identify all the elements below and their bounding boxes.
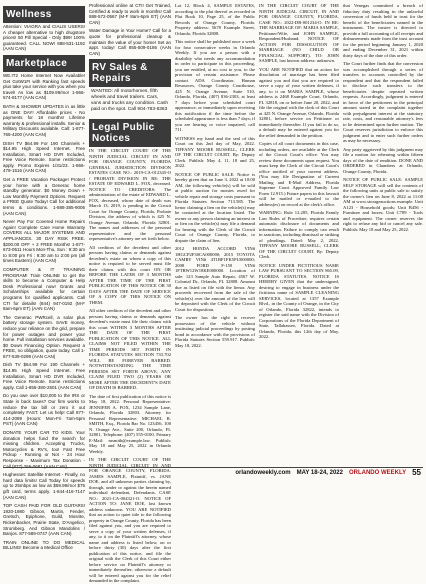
- classified-item: TRAIN ONLINE TO DO MEDICAL BILLING! Become a Medical Office: [3, 539, 85, 551]
- classified-item: Hughesnet: Satellite Internet - Finally, no hard data limits! Call Today for speeds up to 25mbps as low as $59.99/mo! $75 gift card, terms apply. 1-844-416-7147 (AAN CAN): [3, 472, 85, 500]
- classified-item: Never Pay For Covered Home Repairs Again! Complete Care Home Warranty COVERS ALL MAJOR SYSTEMS AND APPLIANCES. 30 DAY RISK FREE. $200.00 OFF + 2 FREE Months! 1-877-673-0511 Hours Mon-Thu, Sun : 9:30 am to 8:00 pm Fri : 9:30 am to 2:00 pm (all times Eastern) (AAN CAN): [3, 219, 85, 264]
- legal-paragraph: 2012 HONDA ACCORD VIN# 1HGCP2F30CA000000; 2015 TOYOTA CAMRY VIN# 4T1BF1FK5FU000000; 2008 FORD F-150 VIN# 1FTRW12W18KE000000. Location of sale: 123 Sample Auto Repair, 4567 W. Colonial Dr., Orlando, FL 32808. Amount due as listed on file with the lienor. Any proceeds recovered from the sale of the vehicle(s) over the amount of the lien will be deposited with the Clerk of the Circuit Court for disposition.: [175, 246, 255, 312]
- legal-notices-heading: Legal Public Notices: [89, 119, 171, 147]
- classified-item: DISH TV $64.99 For 190 Channels + $14.95 High Speed Internet. Free Installation, Smart HD DVR Included, Free Voice Remote. Some restrictions apply. Promo Expires 1/31/23. 1-866-479-1516 (AAN CAN): [3, 140, 85, 174]
- column-4: [259, 3, 339, 469]
- legal-paragraph: NOTICE UNDER FICTITIOUS NAME LAW PURSUANT TO SECTION 865.09, FLORIDA STATUTES. NOTICE IS HEREBY GIVEN that the undersigned, desiring to engage in business under the fictitious name of SAMPLE CLEANING SERVICES, located at 1357 Example Blvd., in the County of Orange, in the City of Orlando, Florida 32822, intends to register the said name with the Division of Corporations of the Florida Department of State, Tallahassee, Florida. Dated at Orlando, Florida, this 12th day of May, 2022.: [259, 262, 339, 339]
- column-1: [3, 3, 85, 551]
- wellness-heading: Wellness: [3, 6, 85, 23]
- page-number: 55: [412, 468, 421, 477]
- legal-paragraph: The Court further finds that the conversion was accomplished through a series of transfers to accounts controlled by the respondent and that the respondent failed to disclose such transfers to the beneficiaries despite repeated written requests. Accordingly, judgment is entered in favor of the petitioners in the principal amount stated in the complaint together with prejudgment interest at the statutory rate, costs, and reasonable attorney's fees to be determined upon further motion. The Court reserves jurisdiction to enforce this judgment and to enter such further orders as may be necessary.: [343, 61, 423, 143]
- legal-paragraph: This notice shall be published once a week for four consecutive weeks in Orlando Weekly. If you are a person with a disability who needs any accommodation in order to participate in this proceeding, you are entitled, at no cost to you, to the provision of certain assistance. Please contact ADA Coordinator, Human Resources, Orange County Courthouse, 425 N. Orange Avenue, Suite 510, Orlando, Florida, (407) 836-2303, at least 7 days before your scheduled court appearance, or immediately upon receiving this notification if the time before the scheduled appearance is less than 7 days; if you are hearing or voice impaired, call 711.: [175, 39, 255, 132]
- classified-item: The Generac PWRcell, a solar plus battery storage system. SAVE money, reduce your reliance on the grid, prepare for power outages and power your home. Full installation services available. $0 Down Financing Option. Request a FREE, no obligation, quote today. Call 1-877-539-0299 (AAN CAN): [3, 314, 85, 359]
- classified-item: BATH & SHOWER UPDATES in as little as ONE DAY! Affordable prices - No payments for 18 months! Lifetime warranty & professional installs. Senior & Military Discounts available. Call: 1-877-765-4200 (AAN CAN): [3, 103, 85, 137]
- newspaper-page: [3, 3, 423, 584]
- legal-paragraph: All other creditors of the decedent and other persons having claims or demands against decedent's estate must file their claims with this court WITHIN 3 MONTHS AFTER THE DATE OF THE FIRST PUBLICATION OF THIS NOTICE. ALL CLAIMS NOT FILED WITHIN THE TIME PERIODS SET FORTH IN FLORIDA STATUTES SECTION 733.702 WILL BE FOREVER BARRED. NOTWITHSTANDING THE TIME PERIODS SET FORTH ABOVE, ANY CLAIM FILED TWO (2) YEARS OR MORE AFTER THE DECEDENT'S DATE OF DEATH IS BARRED.: [89, 308, 171, 391]
- legal-paragraph: Lot 12, Block 4, SAMPLE ESTATES, according to the plat thereof as recorded in Plat Book 10, Page 25, of the Public Records of Orange County, Florida. Property address: 5678 Example Street, Orlando, Florida 32808.: [175, 3, 255, 36]
- marketplace-heading: Marketplace: [3, 55, 85, 72]
- legal-paragraph: The owner has the right to recover possession of the vehicle without instituting judicial proceedings by posting bond in accordance with the provisions of Florida Statutes Section 559.917. Publish: May 18, 2022.: [175, 315, 255, 348]
- classified-item: WE.IT2 Home Internet Now Available! Get GotW1FI with Ranking fast speeds plus take your service with you when you travel! As low as $109.99/mo! 1-866-574-8177 (AAN CAN): [3, 72, 85, 101]
- classified-item: Professional online at CTI! Get Trained, Certified & ready to work in months! Call 888-572-0567 (M-F 8am-6pm ET) (AAN CAN): [89, 3, 171, 25]
- classified-item: Get a FREE Vacation Package! Protect your home with a Generac home standby generator. $0 Money Down + Low Monthly Payment Options. Request a FREE Quote Today! Call for additional terms & conditions. 1-888-385-9006 (AAN CAN): [3, 177, 85, 216]
- wellness-item: Attention: VIAGRA and CIALIS USERS! A cheaper alternative to high drugstore prices! 50 Pill Special - Only $99! 100% guaranteed. CALL NOW! 888-531-1192 (AAN CAN): [3, 24, 85, 52]
- legal-paragraph: WITNESS my hand and the seal of this Court on this 2nd day of May, 2022. TIFFANY MOORE RUSSELL, CLERK OF THE CIRCUIT COURT. By: Deputy Clerk. Publish: May 4, 11, 18 and 25, 2022.: [175, 135, 255, 168]
- classified-item: Water Damage in Your Home? Call for a quote for professional cleanup & maintain the value of your home! Set an appt. today! Call 855-509-0186 (AAN CAN): [89, 28, 171, 56]
- column-2: [89, 3, 171, 584]
- rv-sales-heading: RV Sales & Repairs: [89, 59, 171, 87]
- column-5: [343, 3, 423, 469]
- column-3: [175, 3, 255, 469]
- classified-item: TOP CASH PAID FOR OLD GUITARS! 1920-1980 Gibson, Martin, Fender, Gretsch, Epiphone, Guild, Mosrite, Rickenbacker, Prairie State, D'Angelico, Stromberg. And Gibson Mandolins / Banjos. 877-589-0747 (AAN CAN): [3, 503, 85, 537]
- legal-paragraph: NOTICE OF PUBLIC SALE: SAMPLE SELF STORAGE will sell the contents of the following units at public sale to satisfy the owner's lien on June 8, 2022 at 11:00 AM at www.storageauctions.example. Unit A123 - Household goods; Unit B456 - Furniture and boxes; Unit C789 - Tools and equipment. The owner reserves the right to refuse any bid or cancel any sale. Publish: May 18 and May 25, 2022.: [343, 177, 423, 232]
- legal-paragraph: IN THE CIRCUIT COURT OF THE NINTH JUDICIAL CIRCUIT IN AND FOR ORANGE COUNTY, FLORIDA. JAMES SAMPLE, Plaintiff, vs. JANE DOE, and all unknown parties claiming by, through, under or against the herein named individual defendant, Defendants. CASE NO.: 2021-CA-004321-O. NOTICE OF ACTION TO: JANE DOE, last known address unknown. YOU ARE NOTIFIED that an action to quiet title to the following property in Orange County, Florida has been filed against you, and you are required to serve a copy of your written defenses, if any, to it on the Plaintiff's attorney, whose name and address is listed below, on or before thirty (30) days after the first publication of this notice, and file the original with the Clerk of this Court either before service on Plaintiff's attorney or immediately thereafter; otherwise a default will be entered against you for the relief demanded in the complaint.: [89, 457, 171, 584]
- classified-item: DONATE YOUR CAR TO KIDS. Your donation helps fund the search for missing children. Accepting Trucks, Motorcycles & RV's, too! Fast Free Pickup - Running or Not - 24 Hour Response - Maximum Tax Donation - Call (877) 266-0681 (AAN CAN): [3, 430, 85, 469]
- footer-issue-date: MAY 18-24, 2022: [296, 469, 343, 476]
- legal-paragraph: YOU ARE NOTIFIED that an action for dissolution of marriage has been filed against you and that you are required to serve a copy of your written defenses, if any, to it on MARIA SAMPLE, whose address is 2468 Example Court, Orlando, FL 32818, on or before June 20, 2022, and file the original with the clerk of this Court at 425 N. Orange Avenue, Orlando, Florida 32801, before service on Petitioner or immediately thereafter. If you fail to do so, a default may be entered against you for the relief demanded in the petition.: [259, 66, 339, 138]
- legal-paragraph: All creditors of the decedent and other persons having claims or demands against decedent's estate on whom a copy of this notice is required to be served must file their claims with this court ON OR BEFORE THE LATER OF 3 MONTHS AFTER THE TIME OF THE FIRST PUBLICATION OF THIS NOTICE OR 30 DAYS AFTER THE DATE OF SERVICE OF A COPY OF THIS NOTICE ON THEM.: [89, 244, 171, 305]
- legal-paragraph: IN THE CIRCUIT COURT OF THE NINTH JUDICIAL CIRCUIT IN AND FOR ORANGE COUNTY, FLORIDA GENERAL JURISDICTION DIVISION ESTATES CASE NO.: 2019-CA-012345-O / PROBATE DIVISION IN RE: THE ESTATE OF EDWARD L. FOX, deceased. NOTICE TO CREDITORS: The administration of the estate of EDWARD L. FOX, deceased, whose date of death was March 13, 2019, is pending in the Circuit Court for Orange County, Florida, Probate Division, the address of which is 425 N. Orange Avenue, Orlando, Florida 32801. The names and addresses of the personal representative and the personal representative's attorney are set forth below.: [89, 148, 171, 242]
- classified-item: Dish TV $64.99 For 190 Channels + $14.95 High Speed Internet. Free Installation, Smart HD DVR Included, Free Voice Remote. Some restrictions apply. Call 1-855-380-2501 (AAN CAN): [3, 362, 85, 390]
- legal-paragraph: IN THE CIRCUIT COURT OF THE NINTH JUDICIAL CIRCUIT, IN AND FOR ORANGE COUNTY, FLORIDA. CASE NO.: 2022-DR-001234-O. IN RE: THE MARRIAGE OF: MARIA SAMPLE, Petitioner/Wife, and JOHN SAMPLE, Respondent/Husband. NOTICE OF ACTION FOR DISSOLUTION OF MARRIAGE (NO CHILD OR FINANCIAL SUPPORT). TO: JOHN SAMPLE, last known address: unknown.: [259, 3, 339, 63]
- footer-brand: ORLANDO WEEKLY: [348, 469, 407, 476]
- legal-paragraph: Copies of all court documents in this case, including orders, are available at the Clerk of the Circuit Court's office. You may review these documents upon request. You must keep the Clerk of the Circuit Court's office notified of your current address. (You may file Designation of Current Mailing and E-Mail Address, Florida Supreme Court Approved Family Law Form 12.915.) Future papers in this lawsuit will be mailed or e-mailed to the address(es) on record at the clerk's office.: [259, 141, 339, 207]
- classified-item: Do you owe over $10,000 to the IRS or State in back taxes? Our firm works to reduce the tax bill or zero it out completely FAST. Let us help! Call 877-414-2089 (Hours: Mon-Fri 7am-5pm PST) (AAN CAN): [3, 393, 85, 427]
- footer-site: orlandoweekly.com: [235, 469, 291, 476]
- legal-paragraph: Any party aggrieved by this judgment may file a motion for rehearing within fifteen days of the date of rendition. DONE AND ORDERED in Chambers at Orlando, Orange County, Florida.: [343, 146, 423, 174]
- legal-paragraph: WARNING: Rule 12.285, Florida Family Law Rules of Procedure, requires certain automatic disclosure of documents and information. Failure to comply can result in sanctions, including dismissal or striking of pleadings. Dated: May 2, 2022. TIFFANY MOORE RUSSELL, CLERK OF THE CIRCUIT COURT. By: Deputy Clerk.: [259, 210, 339, 259]
- rv-sales-text: WANTED: All motorhomes, fifth wheels and travel trailers. Cars, vans and trucks any condition. Cash paid on the spot. Call 904-783-8363: [91, 89, 169, 113]
- classified-item: COMPUTER & IT TRAINING PROGRAM! Train ONLINE to get the skills to become a Computer & Help Desk Professional now! Grants and Scholarships available for certain programs for qualified applicants. Call CTI for details! (844) 947-0192 (M-F 8am-6pm ET) (AAN CAN): [3, 266, 85, 312]
- legal-paragraph: that Venegas committed a breach of fiduciary duty resulting in the unlawful conversion of funds held in trust for the benefit of the beneficiaries named in the instrument. The trustee is directed to provide a full accounting of all receipts and disbursements made from the trust account for the period beginning January 1, 2020 and ending December 31, 2021 within thirty days of the date of this order.: [343, 3, 423, 58]
- page-footer: [3, 467, 423, 477]
- legal-paragraph: NOTICE OF PUBLIC SALE: Notice is hereby given that on June 3, 2022 at 10:00 AM, the following vehicle(s) will be sold at public auction for monies owed for vehicle repair and storage costs pursuant to Florida Statutes Section 713.585. The lienor claiming a lien on the vehicle(s) may be contacted at the location listed. The owner or any person claiming an interest in or lien on the vehicle(s) may file a demand for hearing with the Clerk of the Circuit Court of Orange County, Florida, to dispute the claim of lien.: [175, 171, 255, 243]
- legal-paragraph: The date of first publication of this notice is May 18, 2022. Personal Representative: JENNIFER A. FOX, 1234 Sample Lane, Orlando, Florida 32803. Attorney for Personal Representative: MICHAEL R. SMITH, Esq., Florida Bar No. 123456, 100 N. Orange Ave., Suite 200, Orlando, FL 32801, Telephone: (407) 555-0100, Primary E-Mail: msmith@example.law. Publish: May 18 and May 25, 2022 in Orlando Weekly.: [89, 393, 171, 454]
